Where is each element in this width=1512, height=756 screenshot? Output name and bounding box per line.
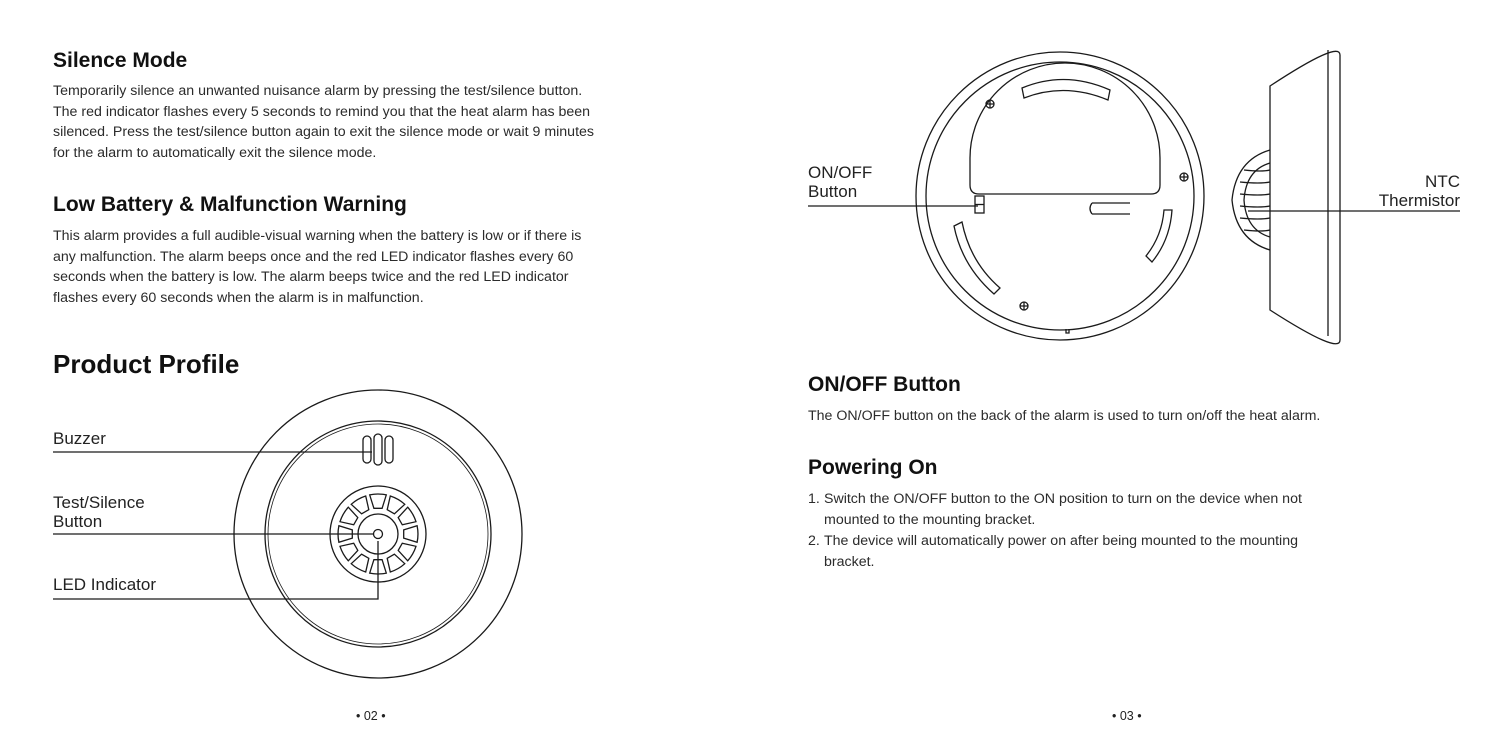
vent-slot	[398, 507, 416, 525]
powering-on-list	[808, 489, 1488, 573]
buzzer-icon	[363, 434, 393, 465]
ntc-thermistor-label: NTC Thermistor	[1378, 172, 1460, 210]
list-item-number: 2.	[808, 533, 820, 549]
list-item-number: 1.	[808, 491, 820, 507]
screw-icon	[986, 100, 994, 108]
list-item	[808, 489, 1488, 531]
led-callout-line	[53, 541, 378, 599]
back-outer-ring	[916, 52, 1204, 340]
silence-mode-heading: Silence Mode	[53, 49, 188, 72]
low-battery-text: This alarm provides a full audible-visual warning when the battery is low or if there is any malfunction. The alarm beeps once and the red LED indicator flashes every 60 seconds when the battery is low. The alarm beeps twice and the red LED indicator flashes every 60 seconds when the alarm is in malfunction.	[53, 228, 582, 306]
vent-slot	[340, 507, 358, 525]
low-battery-heading: Low Battery & Malfunction Warning	[53, 193, 407, 216]
vent-slot	[340, 543, 358, 561]
page-number-right: • 03 •	[1112, 709, 1142, 723]
product-profile-heading: Product Profile	[53, 349, 240, 379]
vent-slot	[404, 526, 418, 543]
back-inner-ring	[926, 62, 1194, 330]
vent-slot	[351, 496, 369, 514]
product-front-diagram	[0, 380, 560, 700]
right-slot	[1146, 210, 1172, 262]
list-item	[808, 531, 1488, 573]
powering-on-heading: Powering On	[808, 456, 938, 479]
vent-slot	[387, 496, 405, 514]
screw-icon	[1180, 173, 1188, 181]
vent-slot	[351, 554, 369, 572]
on-off-text: The ON/OFF button on the back of the alarm is used to turn on/off the heat alarm.	[808, 408, 1321, 424]
led-indicator-icon	[374, 530, 383, 539]
side-view-body	[1270, 51, 1340, 343]
left-slot	[954, 222, 1000, 294]
list-item-text: Switch the ON/OFF button to the ON position to turn on the device when not mounted to the mounting bracket.	[824, 491, 1302, 528]
silence-mode-text: Temporarily silence an unwanted nuisance alarm by pressing the test/silence button. The red indicator flashes every 5 seconds to remind you that the heat alarm has been silenced. Press the test/silence button again to exit the silence mode or wait 9 minutes for the alarm to automatically exit the silence mode.	[53, 83, 594, 161]
top-slot	[1022, 79, 1110, 100]
vent-slot	[398, 543, 416, 561]
vent-slot	[370, 494, 387, 508]
buzzer-label: Buzzer	[53, 429, 106, 448]
test-silence-label: Test/Silence Button	[53, 493, 145, 531]
vent-slot	[387, 554, 405, 572]
list-item-text: The device will automatically power on after being mounted to the mounting bracket.	[824, 533, 1298, 570]
on-off-heading: ON/OFF Button	[808, 373, 961, 396]
screw-icon	[1020, 302, 1028, 310]
on-off-diagram-label: ON/OFF Button	[808, 163, 873, 201]
page-number-left: • 02 •	[356, 709, 386, 723]
clip	[1090, 203, 1130, 214]
led-indicator-label: LED Indicator	[53, 575, 156, 594]
